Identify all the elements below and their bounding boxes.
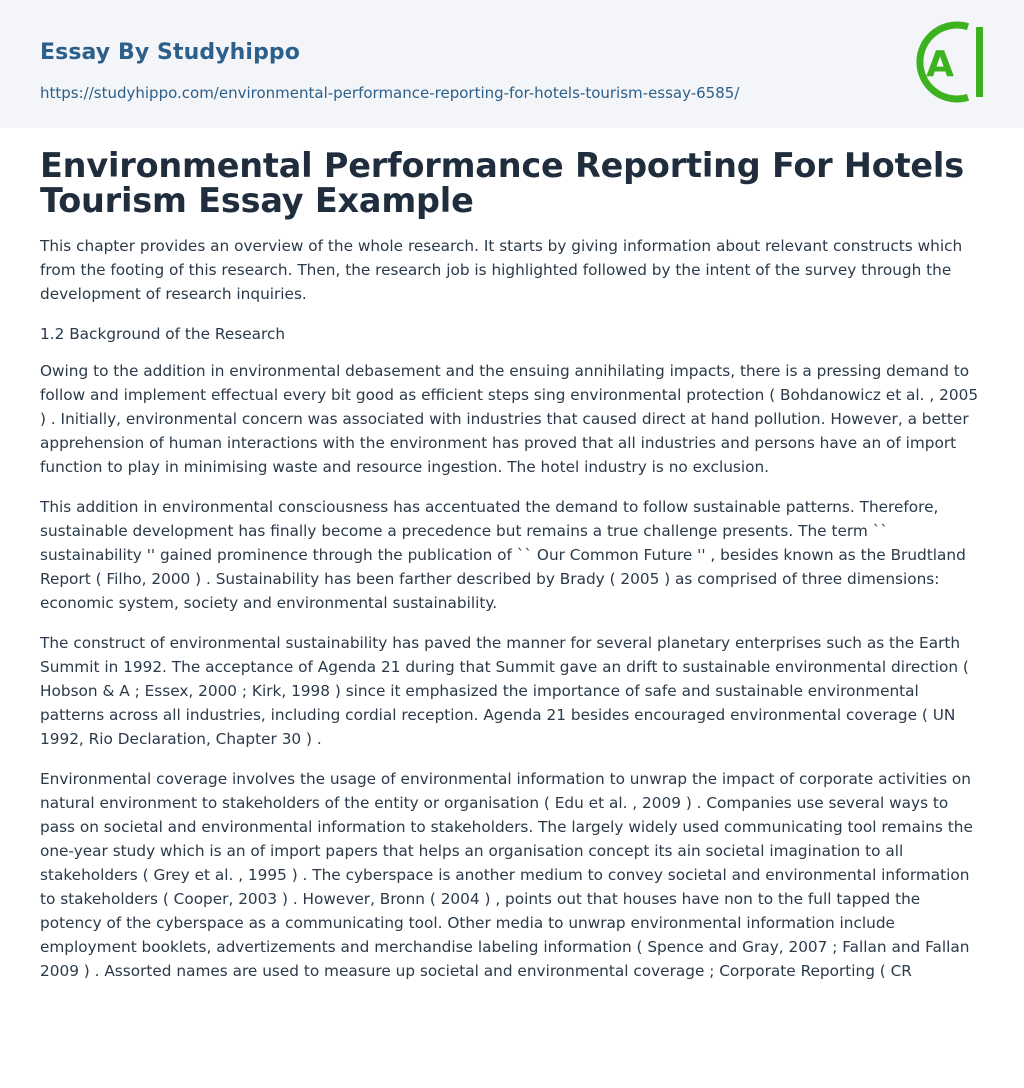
site-brand[interactable]: Essay By Studyhippo — [40, 40, 300, 65]
body-paragraph: Owing to the addition in environmental debasement and the ensuing annihilating impacts, there is a pressing demand to follow and implement effectual every bit good as efficient steps sing environmental protection ( Bohdanowicz et al. , 2005 ) . Initially, environmental concern was associated with industries that caused direct at hand pollution. However, a better apprehension of human interactions with the environment has proved that all industries and persons have an of import function to play in minimising waste and resource ingestion. The hotel industry is no exclusion. — [40, 362, 979, 476]
studyhippo-logo-icon[interactable] — [906, 18, 990, 106]
essay-title: Environmental Performance Reporting For Hotels Tourism Essay Example — [40, 146, 964, 220]
article-content — [40, 148, 984, 983]
body-paragraph: Environmental coverage involves the usage of environmental information to unwrap the impact of corporate activities on natural environment to stakeholders of the entity or organisation ( Edu et al. , 2009 ) . Companies use several ways to pass on societal and environmental information to stakeholders. The largely widely used communicating tool remains the one-year study which is an of import papers that helps an organisation concept its ain societal imagination to all stakeholders ( Grey et al. , 1995 ) . The cyberspace is another medium to convey societal and environmental information to stakeholders ( Cooper, 2003 ) . However, Bronn ( 2004 ) , points out that houses have non to the full tapped the potency of the cyberspace as a communicating tool. Other media to unwrap environmental information include employment booklets, advertizements and merchandise labeling information ( Spence and Gray, 2007 ; Fallan and Fallan 2009 ) . Assorted names are used to measure up societal and environmental coverage ; Corporate Reporting ( CR — [40, 770, 973, 980]
site-header — [0, 0, 1024, 128]
logo-letter: A — [926, 44, 954, 85]
section-heading: 1.2 Background of the Research — [40, 325, 286, 343]
logo-bar — [976, 27, 983, 97]
body-paragraph: The construct of environmental sustainability has paved the manner for several planetary enterprises such as the Earth Summit in 1992. The acceptance of Agenda 21 during that Summit gave an drift to sustainable environmental direction ( Hobson & A ; Essex, 2000 ; Kirk, 1998 ) since it emphasized the importance of safe and sustainable environmental patterns across all industries, including cordial reception. Agenda 21 besides encouraged environmental coverage ( UN 1992, Rio Declaration, Chapter 30 ) . — [40, 634, 969, 748]
body-paragraph: This addition in environmental consciousness has accentuated the demand to follow sustainable patterns. Therefore, sustainable development has finally become a precedence but remains a true challenge presents. The term `` sustainability '' gained prominence through the publication of `` Our Common Future '' , besides known as the Brudtland Report ( Filho, 2000 ) . Sustainability has been farther described by Brady ( 2005 ) as comprised of three dimensions: economic system, society and environmental sustainability. — [40, 498, 966, 612]
essay-url-link[interactable]: https://studyhippo.com/environmental-performance-reporting-for-hotels-tourism-essay-6585/ — [40, 84, 740, 102]
intro-paragraph: This chapter provides an overview of the whole research. It starts by giving information about relevant constructs which from the footing of this research. Then, the research job is highlighted followed by the intent of the survey through the development of research inquiries. — [40, 237, 963, 303]
